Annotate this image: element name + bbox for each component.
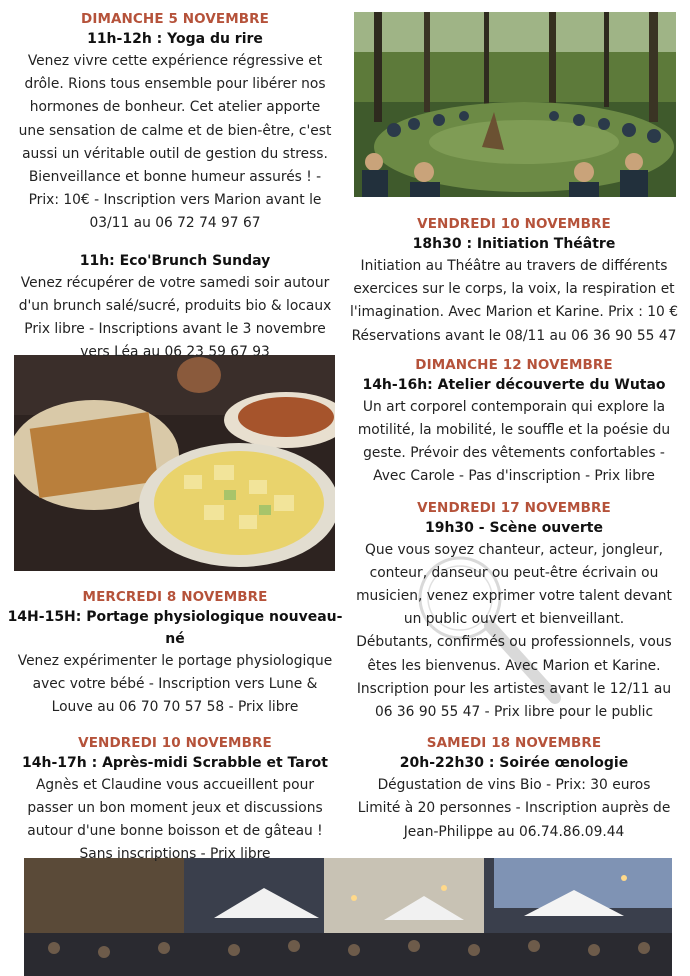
event-line: d'un brunch salé/sucré, produits bio & locaux xyxy=(18,297,332,314)
event-line: Jean-Philippe au 06.74.86.09.44 xyxy=(403,823,625,840)
event-line: drôle. Rions tous ensemble pour libérer nos xyxy=(24,76,326,93)
event-line: Dégustation de vins Bio - Prix: 30 euros xyxy=(377,777,651,794)
event-line: un public ouvert et bienveillant. xyxy=(403,611,625,628)
event-line: Bienveillance et bonne humeur assurés ! - xyxy=(28,169,322,186)
event-line: 06 36 90 55 47 - Prix libre pour le public xyxy=(374,704,654,721)
event-wutao xyxy=(344,356,684,489)
event-line: avec votre bébé - Inscription vers Lune & xyxy=(32,676,318,693)
event-title: 14H-15H: Portage physiologique nouveau-né xyxy=(7,609,343,647)
photo-forest-circle xyxy=(354,12,676,197)
event-line: Initiation au Théâtre au travers de différents xyxy=(360,258,668,274)
event-line: Prix libre - Inscriptions avant le 3 novembre xyxy=(24,321,326,338)
event-line: autour d'une bonne boisson et de gâteau ! xyxy=(27,823,323,840)
event-title: 20h-22h30 : Soirée œnologie xyxy=(399,755,629,772)
event-line: l'imagination. Avec Marion et Karine. Prix : 10 € xyxy=(350,304,678,321)
event-line: Prix: 10€ - Inscription vers Marion avant le xyxy=(28,192,322,209)
event-line: Que vous soyez chanteur, acteur, jongleur, xyxy=(365,541,663,558)
event-line: Limité à 20 personnes - Inscription auprès de xyxy=(357,800,671,817)
event-day: VENDREDI 17 NOVEMBRE xyxy=(417,499,611,516)
photo-brunch-food xyxy=(14,355,335,571)
event-line: vers Léa au 06 23 59 67 93 xyxy=(80,344,270,361)
event-line: Inscription pour les artistes avant le 12/11 au xyxy=(356,680,672,697)
event-yoga-du-rire xyxy=(10,10,340,236)
left-column-lower xyxy=(0,588,350,880)
event-oenologie xyxy=(344,734,684,844)
event-line: Venez vivre cette expérience régressive et xyxy=(27,53,323,69)
event-title: 11h-12h : Yoga du rire xyxy=(87,31,263,47)
event-day: VENDREDI 10 NOVEMBRE xyxy=(417,216,611,232)
event-line: conteur, danseur ou peut-être écrivain ou xyxy=(369,564,659,581)
event-scene-ouverte xyxy=(344,499,684,725)
event-portage xyxy=(0,588,350,720)
event-line: hormones de bonheur. Cet atelier apporte xyxy=(29,99,321,116)
event-day: DIMANCHE 5 NOVEMBRE xyxy=(81,11,269,27)
right-column xyxy=(344,215,684,858)
event-line: 03/11 au 06 72 74 97 67 xyxy=(89,215,261,232)
event-title: 19h30 - Scène ouverte xyxy=(424,519,603,536)
event-day: SAMEDI 18 NOVEMBRE xyxy=(426,735,602,752)
left-column xyxy=(10,10,340,378)
event-line: Sans inscriptions - Prix libre xyxy=(79,846,271,863)
event-line: Réservations avant le 08/11 au 06 36 90 55 47 xyxy=(351,327,677,344)
event-day: VENDREDI 10 NOVEMBRE xyxy=(78,734,272,751)
event-initiation-theatre xyxy=(344,215,684,348)
event-line: Louve au 06 70 70 57 58 - Prix libre xyxy=(51,699,299,716)
event-eco-brunch xyxy=(10,250,340,365)
event-line: Venez récupérer de votre samedi soir autour xyxy=(20,274,330,291)
event-line: motilité, la mobilité, le souffle et la poésie du xyxy=(357,422,671,439)
event-line: geste. Prévoir des vêtements confortables - xyxy=(363,445,665,462)
event-line: aussi un véritable outil de gestion du stress. xyxy=(22,145,328,162)
event-title: 18h30 : Initiation Théâtre xyxy=(412,236,616,252)
event-line: musicien, venez exprimer votre talent devant xyxy=(356,588,672,605)
event-line: Agnès et Claudine vous accueillent pour xyxy=(35,776,315,793)
event-line: exercices sur le corps, la voix, la respiration et xyxy=(353,281,675,298)
event-line: Venez expérimenter le portage physiologique xyxy=(17,653,333,669)
event-title: 14h-17h : Après-midi Scrabble et Tarot xyxy=(22,754,328,771)
event-line: Un art corporel contemporain qui explore la xyxy=(362,398,666,415)
event-line: Débutants, confirmés ou professionnels, vous xyxy=(356,634,672,651)
event-line: êtes les bienvenus. Avec Marion et Karine. xyxy=(367,657,661,674)
event-title: 14h-16h: Atelier découverte du Wutao xyxy=(362,376,666,393)
event-line: passer un bon moment jeux et discussions xyxy=(27,799,323,816)
event-line: une sensation de calme et de bien-être, c'est xyxy=(18,122,332,139)
event-scrabble-tarot xyxy=(0,734,350,867)
event-day: DIMANCHE 12 NOVEMBRE xyxy=(415,356,613,373)
event-day: MERCREDI 8 NOVEMBRE xyxy=(82,589,268,605)
event-line: Avec Carole - Pas d'inscription - Prix libre xyxy=(373,468,655,485)
event-title: 11h: Eco'Brunch Sunday xyxy=(79,252,271,269)
